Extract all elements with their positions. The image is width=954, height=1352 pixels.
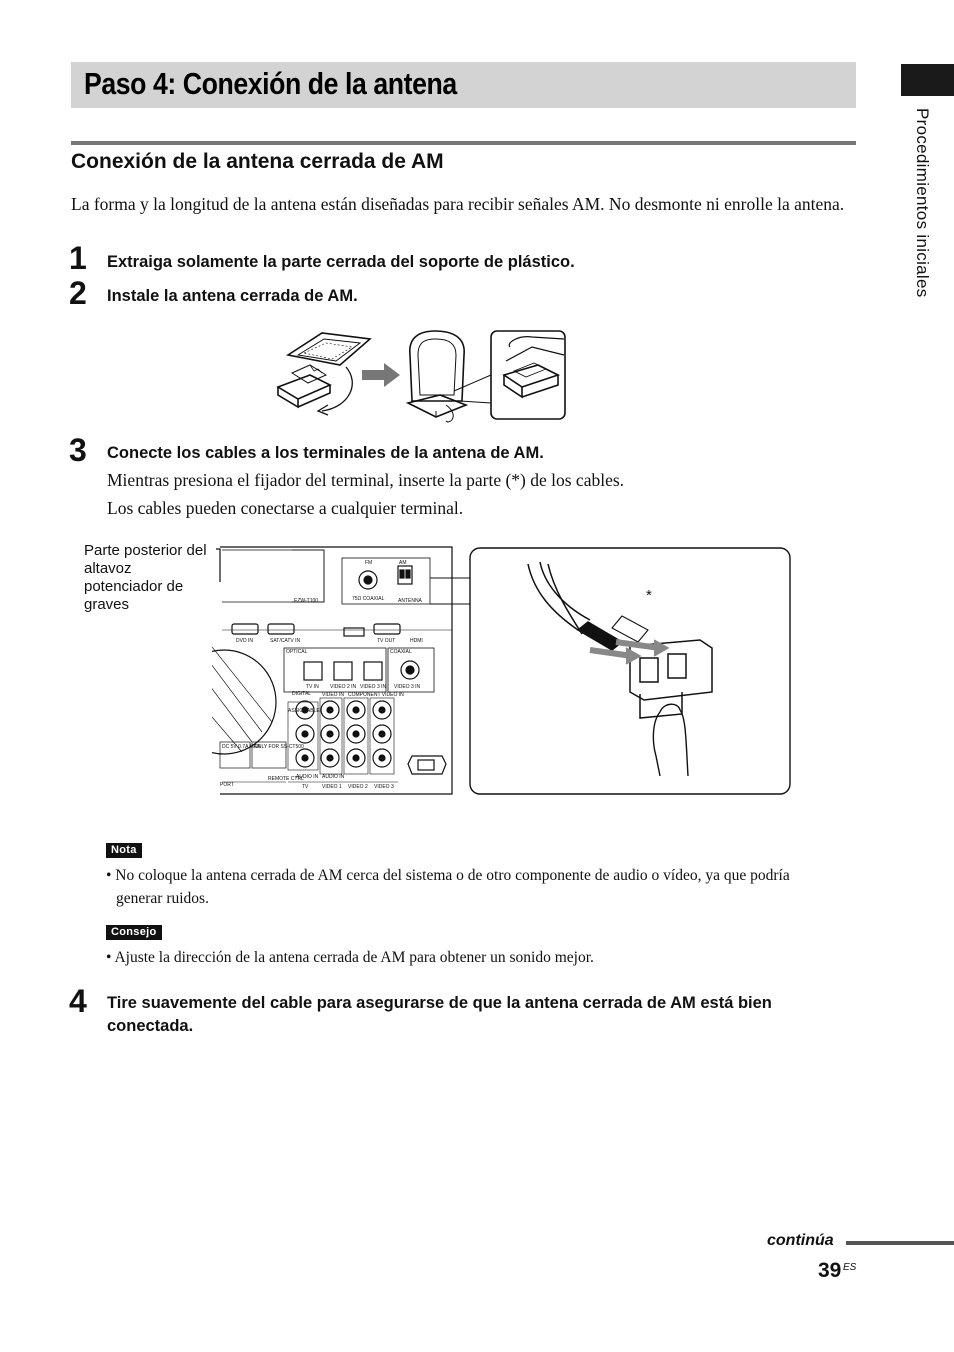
step-4-text-line-2: conectada. xyxy=(107,1017,194,1035)
continua-rule xyxy=(846,1241,954,1245)
label-dvd-in: DVD IN xyxy=(236,638,253,644)
callout-line: graves xyxy=(84,596,130,613)
label-dc: DC 5V 0.7A MAX xyxy=(222,744,261,750)
side-tab-label: Procedimientos iniciales xyxy=(913,108,932,298)
label-tv: TV xyxy=(302,784,309,790)
page-suffix: ES xyxy=(843,1262,857,1273)
step-1-number: 1 xyxy=(69,240,87,276)
label-video3-in: VIDEO 3 IN xyxy=(360,684,387,690)
label-video1: VIDEO 1 xyxy=(322,784,342,790)
label-tv-in: TV IN xyxy=(306,684,319,690)
step-1-text: Extraiga solamente la parte cerrada del soporte de plástico. xyxy=(107,253,575,271)
label-only-for: ONLY FOR SS-CT500 xyxy=(254,744,304,750)
continua-label: continúa xyxy=(767,1232,834,1249)
label-sat: SAT/CATV IN xyxy=(270,638,301,644)
intro-paragraph: La forma y la longitud de la antena están diseñadas para recibir señales AM. No desmonte ni enrolle la antena. xyxy=(71,194,845,214)
section-heading: Conexión de la antena cerrada de AM xyxy=(71,150,444,173)
rear-panel-figure xyxy=(212,542,797,800)
label-am: AM xyxy=(399,560,407,566)
label-video3-in-2: VIDEO 3 IN xyxy=(394,684,421,690)
callout-line: Parte posterior del xyxy=(84,542,207,559)
step-2-text: Instale la antena cerrada de AM. xyxy=(107,287,358,305)
step-4-text-line-1: Tire suavemente del cable para asegurarse de que la antena cerrada de AM está bien xyxy=(107,994,772,1012)
page-number: 39 xyxy=(818,1259,842,1282)
label-video2-in: VIDEO 2 IN xyxy=(330,684,357,690)
label-audio-in-2: AUDIO IN xyxy=(322,774,345,780)
callout-line: altavoz xyxy=(84,560,132,577)
side-tab-marker xyxy=(901,64,954,96)
callout-line: potenciador de xyxy=(84,578,184,595)
step-4-number: 4 xyxy=(69,983,87,1019)
label-video-in: VIDEO IN xyxy=(322,692,344,698)
section-rule xyxy=(71,141,856,145)
label-fm: FM xyxy=(365,560,373,566)
label-assignable: ASSIGNABLE xyxy=(288,708,320,714)
step-3-body-line-1: Mientras presiona el fijador del terminal, inserte la parte (*) de los cables. xyxy=(107,470,625,490)
label-optical: OPTICAL xyxy=(286,649,308,655)
consejo-text: • Ajuste la dirección de la antena cerrada de AM para obtener un sonido mejor. xyxy=(106,949,594,966)
label-audio-in-1: AUDIO IN xyxy=(296,774,319,780)
asterisk-marker: * xyxy=(646,587,652,604)
page-title: Paso 4: Conexión de la antena xyxy=(84,66,457,101)
label-digital: DIGITAL xyxy=(292,691,312,697)
nota-line: • No coloque la antena cerrada de AM cerca del sistema o de otro componente de audio o vídeo, ya que podría xyxy=(106,867,790,884)
label-remote: REMOTE CTRL xyxy=(268,776,304,782)
step-2-number: 2 xyxy=(69,275,87,311)
label-antenna: ANTENNA xyxy=(398,598,422,604)
label-component: COMPONENT VIDEO IN xyxy=(348,692,404,698)
label-port: PORT xyxy=(220,782,234,788)
label-coaxial: 75Ω COAXIAL xyxy=(352,596,385,602)
label-video2: VIDEO 2 xyxy=(348,784,368,790)
nota-text xyxy=(106,864,856,910)
label-coaxial2: COAXIAL xyxy=(390,649,412,655)
nota-badge: Nota xyxy=(106,843,142,858)
step-3-text: Conecte los cables a los terminales de la antena de AM. xyxy=(107,444,544,462)
step-3-number: 3 xyxy=(69,432,87,468)
label-tv-out: TV OUT xyxy=(377,638,396,644)
antenna-assembly-figure xyxy=(270,325,570,425)
consejo-badge: Consejo xyxy=(106,925,162,940)
label-ezw: EZW-T100 xyxy=(294,598,319,604)
rear-panel-callout xyxy=(84,542,207,614)
label-video3: VIDEO 3 xyxy=(374,784,394,790)
label-hdmi: HDMI xyxy=(410,638,423,644)
nota-line: generar ruidos. xyxy=(116,890,209,907)
step-3-body-line-2: Los cables pueden conectarse a cualquier terminal. xyxy=(107,498,464,518)
